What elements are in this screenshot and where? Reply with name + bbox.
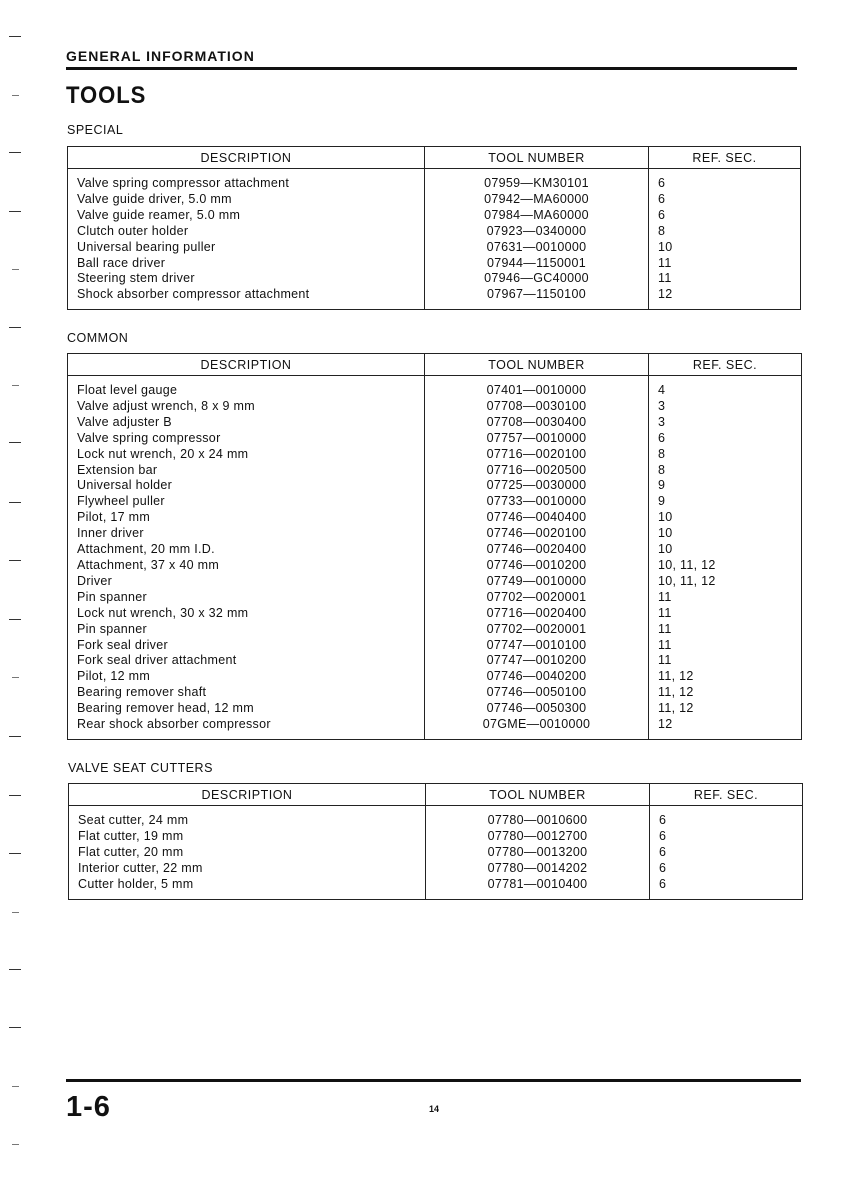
- ref-sec-cell: 6: [659, 860, 667, 875]
- margin-mark: [9, 152, 21, 153]
- table-header-row: [68, 147, 801, 169]
- tool-number-cell: 07984—MA60000: [425, 208, 649, 224]
- tool-number-cell: 07746—0040200: [425, 669, 649, 685]
- ref-sec-cell: 11: [658, 621, 672, 636]
- tool-number-cell: 07946—GC40000: [425, 271, 649, 287]
- tool-number-column-header: TOOL NUMBER: [425, 147, 649, 169]
- margin-mark: [9, 736, 21, 737]
- spacer-cell: [649, 303, 801, 310]
- ref-sec-column-header: REF. SEC.: [649, 147, 801, 169]
- tool-number-cell: 07967—1150100: [425, 287, 649, 303]
- tool-number-column-header: TOOL NUMBER: [425, 354, 649, 376]
- tool-number-cell: 07725—0030000: [425, 478, 649, 494]
- description-cell: Interior cutter, 22 mm: [69, 861, 426, 877]
- description-cell: Pin spanner: [68, 590, 425, 606]
- ref-sec-cell: 11: [658, 255, 672, 270]
- table-row: [68, 463, 802, 479]
- ref-sec-cell: 3: [658, 398, 666, 413]
- tool-number-cell: 07716—0020400: [425, 606, 649, 622]
- ref-sec-cell: 11, 12: [658, 701, 694, 716]
- description-cell: Pilot, 12 mm: [68, 669, 425, 685]
- spacer-cell: [649, 376, 802, 384]
- margin-mark: [12, 385, 19, 386]
- ref-sec-cell: 6: [658, 176, 666, 190]
- spacer-row: [68, 303, 801, 310]
- valve-seat-cutters-label: VALVE SEAT CUTTERS: [68, 761, 213, 775]
- tool-number-cell: 07702—0020001: [425, 622, 649, 638]
- spacer-cell: [68, 303, 425, 310]
- margin-mark: [9, 853, 21, 854]
- table-row: [68, 622, 802, 638]
- section-header: GENERAL INFORMATION: [66, 48, 255, 64]
- ref-sec-cell: 6: [659, 844, 667, 859]
- table-row: [68, 240, 801, 256]
- table-row: [68, 399, 802, 415]
- table-row: [68, 192, 801, 208]
- description-cell: Ball race driver: [68, 256, 425, 272]
- margin-mark: [12, 1144, 19, 1145]
- description-cell: Flat cutter, 20 mm: [69, 845, 426, 861]
- description-cell: Valve adjuster B: [68, 415, 425, 431]
- table-row: [68, 669, 802, 685]
- margin-mark: [9, 619, 21, 620]
- spacer-cell: [649, 733, 802, 740]
- margin-mark: [9, 502, 21, 503]
- ref-sec-cell: 11, 12: [658, 669, 694, 684]
- tool-number-cell: 07747—0010100: [425, 638, 649, 654]
- ref-sec-cell: 8: [658, 446, 666, 461]
- description-cell: Valve guide reamer, 5.0 mm: [68, 208, 425, 224]
- tool-number-cell: 07944—1150001: [425, 256, 649, 272]
- margin-mark: [9, 327, 21, 328]
- spacer-cell: [426, 893, 650, 900]
- description-cell: Valve spring compressor attachment: [68, 176, 425, 192]
- spacer-cell: [68, 376, 425, 384]
- description-cell: Extension bar: [68, 463, 425, 479]
- tool-number-cell: 07780—0014202: [426, 861, 650, 877]
- margin-marks: [0, 0, 30, 1200]
- ref-sec-cell: 6: [659, 828, 667, 843]
- tool-number-cell: 07708—0030400: [425, 415, 649, 431]
- description-cell: Attachment, 37 x 40 mm: [68, 558, 425, 574]
- table-row: [68, 574, 802, 590]
- page-title: TOOLS: [66, 82, 147, 109]
- ref-sec-column-header: REF. SEC.: [650, 784, 803, 806]
- tool-number-cell: 07746—0020100: [425, 526, 649, 542]
- common-tools-table: [67, 353, 802, 740]
- description-cell: Valve guide driver, 5.0 mm: [68, 192, 425, 208]
- table-row: [69, 829, 803, 845]
- ref-sec-cell: 4: [658, 383, 666, 397]
- sheet-number: 14: [429, 1104, 440, 1114]
- tool-number-cell: 07708—0030100: [425, 399, 649, 415]
- special-label: SPECIAL: [67, 123, 124, 137]
- table-row: [69, 813, 803, 829]
- valve-seat-cutters-table: [68, 783, 803, 900]
- tool-number-cell: 07781—0010400: [426, 877, 650, 893]
- table-row: [68, 606, 802, 622]
- table-row: [69, 877, 803, 893]
- table-row: [68, 287, 801, 303]
- spacer-cell: [68, 169, 425, 177]
- spacer-cell: [649, 169, 801, 177]
- ref-sec-cell: 8: [658, 462, 666, 477]
- description-cell: Attachment, 20 mm I.D.: [68, 542, 425, 558]
- description-cell: Valve spring compressor: [68, 431, 425, 447]
- ref-sec-cell: 6: [659, 876, 667, 891]
- description-cell: Seat cutter, 24 mm: [69, 813, 426, 829]
- ref-sec-cell: 10: [658, 526, 673, 541]
- table-header-row: [69, 784, 803, 806]
- table-row: [68, 542, 802, 558]
- tool-number-cell: 07746—0050300: [425, 701, 649, 717]
- ref-sec-cell: 9: [658, 494, 666, 509]
- tool-number-cell: 07757—0010000: [425, 431, 649, 447]
- description-cell: Rear shock absorber compressor: [68, 717, 425, 733]
- tool-number-cell: 07923—0340000: [425, 224, 649, 240]
- table-row: [68, 685, 802, 701]
- description-cell: Lock nut wrench, 30 x 32 mm: [68, 606, 425, 622]
- margin-mark: [9, 560, 21, 561]
- table-row: [68, 431, 802, 447]
- spacer-cell: [650, 893, 803, 900]
- description-cell: Cutter holder, 5 mm: [69, 877, 426, 893]
- ref-sec-column-header: REF. SEC.: [649, 354, 802, 376]
- spacer-cell: [425, 303, 649, 310]
- description-cell: Float level gauge: [68, 383, 425, 399]
- ref-sec-cell: 10, 11, 12: [658, 557, 716, 572]
- margin-mark: [9, 1027, 21, 1028]
- tool-number-cell: 07959—KM30101: [425, 176, 649, 192]
- margin-mark: [9, 211, 21, 212]
- header-rule: [66, 67, 797, 70]
- special-tools-table: [67, 146, 801, 310]
- common-label: COMMON: [67, 331, 129, 345]
- ref-sec-cell: 10: [658, 542, 673, 557]
- tool-number-cell: 07746—0010200: [425, 558, 649, 574]
- tool-number-cell: 07702—0020001: [425, 590, 649, 606]
- ref-sec-cell: 11, 12: [658, 685, 694, 700]
- margin-mark: [12, 1086, 19, 1087]
- margin-mark: [12, 269, 19, 270]
- tool-number-cell: 07780—0012700: [426, 829, 650, 845]
- ref-sec-cell: 6: [658, 191, 666, 206]
- spacer-row: [69, 893, 803, 900]
- description-cell: Fork seal driver: [68, 638, 425, 654]
- margin-mark: [12, 912, 19, 913]
- description-cell: Steering stem driver: [68, 271, 425, 287]
- margin-mark: [9, 969, 21, 970]
- table-row: [68, 383, 802, 399]
- ref-sec-cell: 12: [658, 287, 673, 302]
- ref-sec-cell: 10: [658, 239, 673, 254]
- tool-number-cell: 07746—0020400: [425, 542, 649, 558]
- spacer-cell: [425, 376, 649, 384]
- ref-sec-cell: 10: [658, 510, 673, 525]
- tool-number-cell: 07942—MA60000: [425, 192, 649, 208]
- tool-number-cell: 07780—0013200: [426, 845, 650, 861]
- description-cell: Pin spanner: [68, 622, 425, 638]
- description-cell: Bearing remover shaft: [68, 685, 425, 701]
- ref-sec-cell: 11: [658, 637, 672, 652]
- spacer-row: [68, 733, 802, 740]
- table-header-row: [68, 354, 802, 376]
- spacer-row: [69, 806, 803, 814]
- table-row: [68, 415, 802, 431]
- page-number: 1-6: [66, 1091, 111, 1123]
- ref-sec-cell: 12: [658, 717, 673, 732]
- description-cell: Clutch outer holder: [68, 224, 425, 240]
- description-cell: Bearing remover head, 12 mm: [68, 701, 425, 717]
- table-row: [68, 526, 802, 542]
- table-row: [68, 447, 802, 463]
- description-cell: Pilot, 17 mm: [68, 510, 425, 526]
- ref-sec-cell: 11: [658, 605, 672, 620]
- spacer-cell: [425, 733, 649, 740]
- tool-number-cell: 07746—0040400: [425, 510, 649, 526]
- description-cell: Driver: [68, 574, 425, 590]
- ref-sec-cell: 6: [659, 813, 667, 827]
- spacer-cell: [68, 733, 425, 740]
- ref-sec-cell: 10, 11, 12: [658, 573, 716, 588]
- spacer-cell: [426, 806, 650, 814]
- tool-number-cell: 07749—0010000: [425, 574, 649, 590]
- description-cell: Valve adjust wrench, 8 x 9 mm: [68, 399, 425, 415]
- ref-sec-cell: 6: [658, 430, 666, 445]
- tool-number-cell: 07716—0020100: [425, 447, 649, 463]
- ref-sec-cell: 6: [658, 207, 666, 222]
- spacer-cell: [425, 169, 649, 177]
- description-cell: Shock absorber compressor attachment: [68, 287, 425, 303]
- ref-sec-cell: 3: [658, 414, 666, 429]
- spacer-cell: [69, 893, 426, 900]
- table-row: [68, 701, 802, 717]
- description-cell: Flywheel puller: [68, 494, 425, 510]
- table-row: [68, 494, 802, 510]
- table-row: [68, 558, 802, 574]
- table-row: [69, 845, 803, 861]
- table-row: [68, 224, 801, 240]
- table-row: [68, 717, 802, 733]
- description-column-header: DESCRIPTION: [68, 147, 425, 169]
- table-row: [68, 590, 802, 606]
- table-row: [68, 256, 801, 272]
- tool-number-cell: 07746—0050100: [425, 685, 649, 701]
- tool-number-cell: 07780—0010600: [426, 813, 650, 829]
- description-cell: Universal holder: [68, 478, 425, 494]
- margin-mark: [12, 95, 19, 96]
- description-cell: Inner driver: [68, 526, 425, 542]
- table-row: [69, 861, 803, 877]
- tool-number-column-header: TOOL NUMBER: [426, 784, 650, 806]
- description-column-header: DESCRIPTION: [69, 784, 426, 806]
- description-column-header: DESCRIPTION: [68, 354, 425, 376]
- spacer-row: [68, 376, 802, 384]
- ref-sec-cell: 11: [658, 271, 672, 286]
- tool-number-cell: 07401—0010000: [425, 383, 649, 399]
- ref-sec-cell: 11: [658, 589, 672, 604]
- margin-mark: [9, 795, 21, 796]
- table-row: [68, 653, 802, 669]
- ref-sec-cell: 11: [658, 653, 672, 668]
- margin-mark: [9, 36, 21, 37]
- table-row: [68, 208, 801, 224]
- tool-number-cell: 07GME—0010000: [425, 717, 649, 733]
- description-cell: Flat cutter, 19 mm: [69, 829, 426, 845]
- ref-sec-cell: 9: [658, 478, 666, 493]
- margin-mark: [9, 442, 21, 443]
- tool-number-cell: 07747—0010200: [425, 653, 649, 669]
- table-row: [68, 478, 802, 494]
- description-cell: Fork seal driver attachment: [68, 653, 425, 669]
- table-row: [68, 176, 801, 192]
- spacer-cell: [69, 806, 426, 814]
- description-cell: Lock nut wrench, 20 x 24 mm: [68, 447, 425, 463]
- description-cell: Universal bearing puller: [68, 240, 425, 256]
- table-row: [68, 271, 801, 287]
- tool-number-cell: 07631—0010000: [425, 240, 649, 256]
- margin-mark: [12, 677, 19, 678]
- table-row: [68, 510, 802, 526]
- tool-number-cell: 07716—0020500: [425, 463, 649, 479]
- spacer-cell: [650, 806, 803, 814]
- ref-sec-cell: 8: [658, 223, 666, 238]
- footer-rule: [66, 1079, 801, 1082]
- tool-number-cell: 07733—0010000: [425, 494, 649, 510]
- table-row: [68, 638, 802, 654]
- spacer-row: [68, 169, 801, 177]
